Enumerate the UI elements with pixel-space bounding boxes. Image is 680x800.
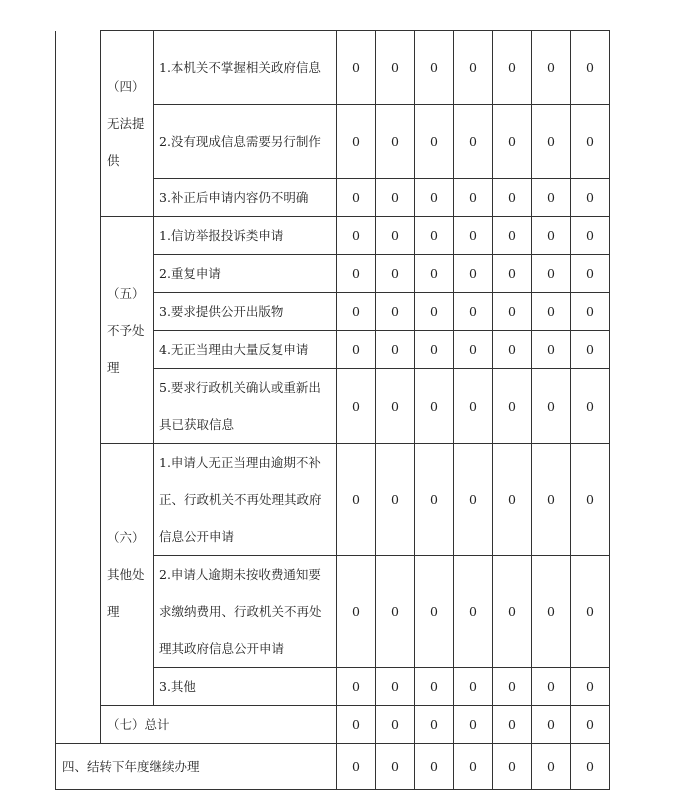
- value-cell: 0: [493, 668, 532, 706]
- value-cell: 0: [337, 331, 376, 369]
- value-cell: 0: [493, 255, 532, 293]
- statistics-table: [55, 30, 610, 790]
- value-cell: 0: [376, 255, 415, 293]
- value-cell: 0: [415, 255, 454, 293]
- total-value-cell: 0: [337, 706, 376, 744]
- item-label: 1.本机关不掌握相关政府信息: [154, 31, 337, 105]
- value-cell: 0: [376, 556, 415, 668]
- value-cell: 0: [493, 556, 532, 668]
- item-label: 1.信访举报投诉类申请: [154, 217, 337, 255]
- item-label: 2.申请人逾期未按收费通知要求缴纳费用、行政机关不再处理其政府信息公开申请: [154, 556, 337, 668]
- group-title-line: 无法提: [107, 116, 145, 131]
- value-cell: 0: [376, 331, 415, 369]
- value-cell: 0: [337, 668, 376, 706]
- item-label: 4.无正当理由大量反复申请: [154, 331, 337, 369]
- value-cell: 0: [454, 293, 493, 331]
- total-value-cell: 0: [454, 706, 493, 744]
- value-cell: 0: [454, 31, 493, 105]
- value-cell: 0: [571, 331, 610, 369]
- value-cell: 0: [532, 444, 571, 556]
- total-value-cell: 0: [415, 706, 454, 744]
- value-cell: 0: [532, 105, 571, 179]
- total-value-cell: 0: [532, 706, 571, 744]
- carry-over-value-cell: 0: [376, 744, 415, 790]
- item-label: 3.要求提供公开出版物: [154, 293, 337, 331]
- carry-over-value-cell: 0: [337, 744, 376, 790]
- group-title-line: 理: [107, 604, 120, 619]
- group-title: [101, 31, 154, 217]
- value-cell: 0: [493, 444, 532, 556]
- value-cell: 0: [493, 293, 532, 331]
- item-label: 3.补正后申请内容仍不明确: [154, 179, 337, 217]
- value-cell: 0: [454, 105, 493, 179]
- carry-over-value-cell: 0: [415, 744, 454, 790]
- value-cell: 0: [337, 556, 376, 668]
- item-label: 1.申请人无正当理由逾期不补正、行政机关不再处理其政府信息公开申请: [154, 444, 337, 556]
- value-cell: 0: [493, 31, 532, 105]
- value-cell: 0: [532, 331, 571, 369]
- value-cell: 0: [493, 217, 532, 255]
- table-row: [56, 217, 610, 255]
- carry-over-row: [56, 744, 610, 790]
- total-label: （七）总计: [101, 706, 337, 744]
- value-cell: 0: [376, 444, 415, 556]
- carry-over-value-cell: 0: [454, 744, 493, 790]
- value-cell: 0: [376, 179, 415, 217]
- value-cell: 0: [571, 293, 610, 331]
- value-cell: 0: [532, 179, 571, 217]
- carry-over-value-cell: 0: [493, 744, 532, 790]
- item-label: 5.要求行政机关确认或重新出具已获取信息: [154, 369, 337, 444]
- value-cell: 0: [376, 293, 415, 331]
- total-value-cell: 0: [571, 706, 610, 744]
- value-cell: 0: [415, 105, 454, 179]
- item-label: 3.其他: [154, 668, 337, 706]
- group-title-line: （四）: [107, 79, 145, 94]
- total-row: [56, 706, 610, 744]
- group-title-line: （六）: [107, 530, 145, 545]
- value-cell: 0: [493, 369, 532, 444]
- value-cell: 0: [454, 369, 493, 444]
- value-cell: 0: [454, 179, 493, 217]
- value-cell: 0: [415, 556, 454, 668]
- group-title-line: 不予处: [107, 322, 145, 338]
- value-cell: 0: [337, 31, 376, 105]
- value-cell: 0: [571, 668, 610, 706]
- total-value-cell: 0: [493, 706, 532, 744]
- value-cell: 0: [571, 179, 610, 217]
- value-cell: 0: [415, 369, 454, 444]
- value-cell: 0: [415, 444, 454, 556]
- value-cell: 0: [454, 556, 493, 668]
- value-cell: 0: [571, 217, 610, 255]
- value-cell: 0: [571, 105, 610, 179]
- value-cell: 0: [532, 217, 571, 255]
- value-cell: 0: [571, 556, 610, 668]
- value-cell: 0: [415, 217, 454, 255]
- value-cell: 0: [454, 255, 493, 293]
- value-cell: 0: [337, 179, 376, 217]
- carry-over-value-cell: 0: [571, 744, 610, 790]
- value-cell: 0: [376, 31, 415, 105]
- value-cell: 0: [532, 556, 571, 668]
- group-title-line: （五）: [107, 285, 145, 301]
- value-cell: 0: [415, 293, 454, 331]
- value-cell: 0: [493, 179, 532, 217]
- value-cell: 0: [337, 217, 376, 255]
- value-cell: 0: [571, 31, 610, 105]
- carry-over-label: 四、结转下年度继续办理: [56, 744, 337, 790]
- section-blank-cell: [56, 31, 101, 744]
- value-cell: 0: [337, 444, 376, 556]
- group-title: [101, 444, 154, 706]
- value-cell: 0: [337, 105, 376, 179]
- value-cell: 0: [532, 668, 571, 706]
- table-body: [56, 31, 610, 790]
- carry-over-value-cell: 0: [532, 744, 571, 790]
- group-title-line: 其他处: [107, 567, 145, 582]
- value-cell: 0: [337, 369, 376, 444]
- total-value-cell: 0: [376, 706, 415, 744]
- group-title-line: 理: [107, 359, 120, 375]
- value-cell: 0: [532, 293, 571, 331]
- value-cell: 0: [415, 331, 454, 369]
- item-label: 2.没有现成信息需要另行制作: [154, 105, 337, 179]
- value-cell: 0: [415, 31, 454, 105]
- value-cell: 0: [376, 668, 415, 706]
- value-cell: 0: [454, 217, 493, 255]
- value-cell: 0: [454, 331, 493, 369]
- value-cell: 0: [454, 444, 493, 556]
- group-title: [101, 217, 154, 444]
- value-cell: 0: [532, 31, 571, 105]
- table-row: [56, 31, 610, 105]
- value-cell: 0: [415, 179, 454, 217]
- value-cell: 0: [493, 331, 532, 369]
- value-cell: 0: [532, 255, 571, 293]
- item-label: 2.重复申请: [154, 255, 337, 293]
- value-cell: 0: [415, 668, 454, 706]
- value-cell: 0: [337, 255, 376, 293]
- value-cell: 0: [376, 369, 415, 444]
- table-row: [56, 444, 610, 556]
- value-cell: 0: [571, 369, 610, 444]
- value-cell: 0: [532, 369, 571, 444]
- value-cell: 0: [337, 293, 376, 331]
- value-cell: 0: [571, 444, 610, 556]
- value-cell: 0: [571, 255, 610, 293]
- value-cell: 0: [376, 105, 415, 179]
- value-cell: 0: [376, 217, 415, 255]
- value-cell: 0: [454, 668, 493, 706]
- value-cell: 0: [493, 105, 532, 179]
- group-title-line: 供: [107, 153, 120, 168]
